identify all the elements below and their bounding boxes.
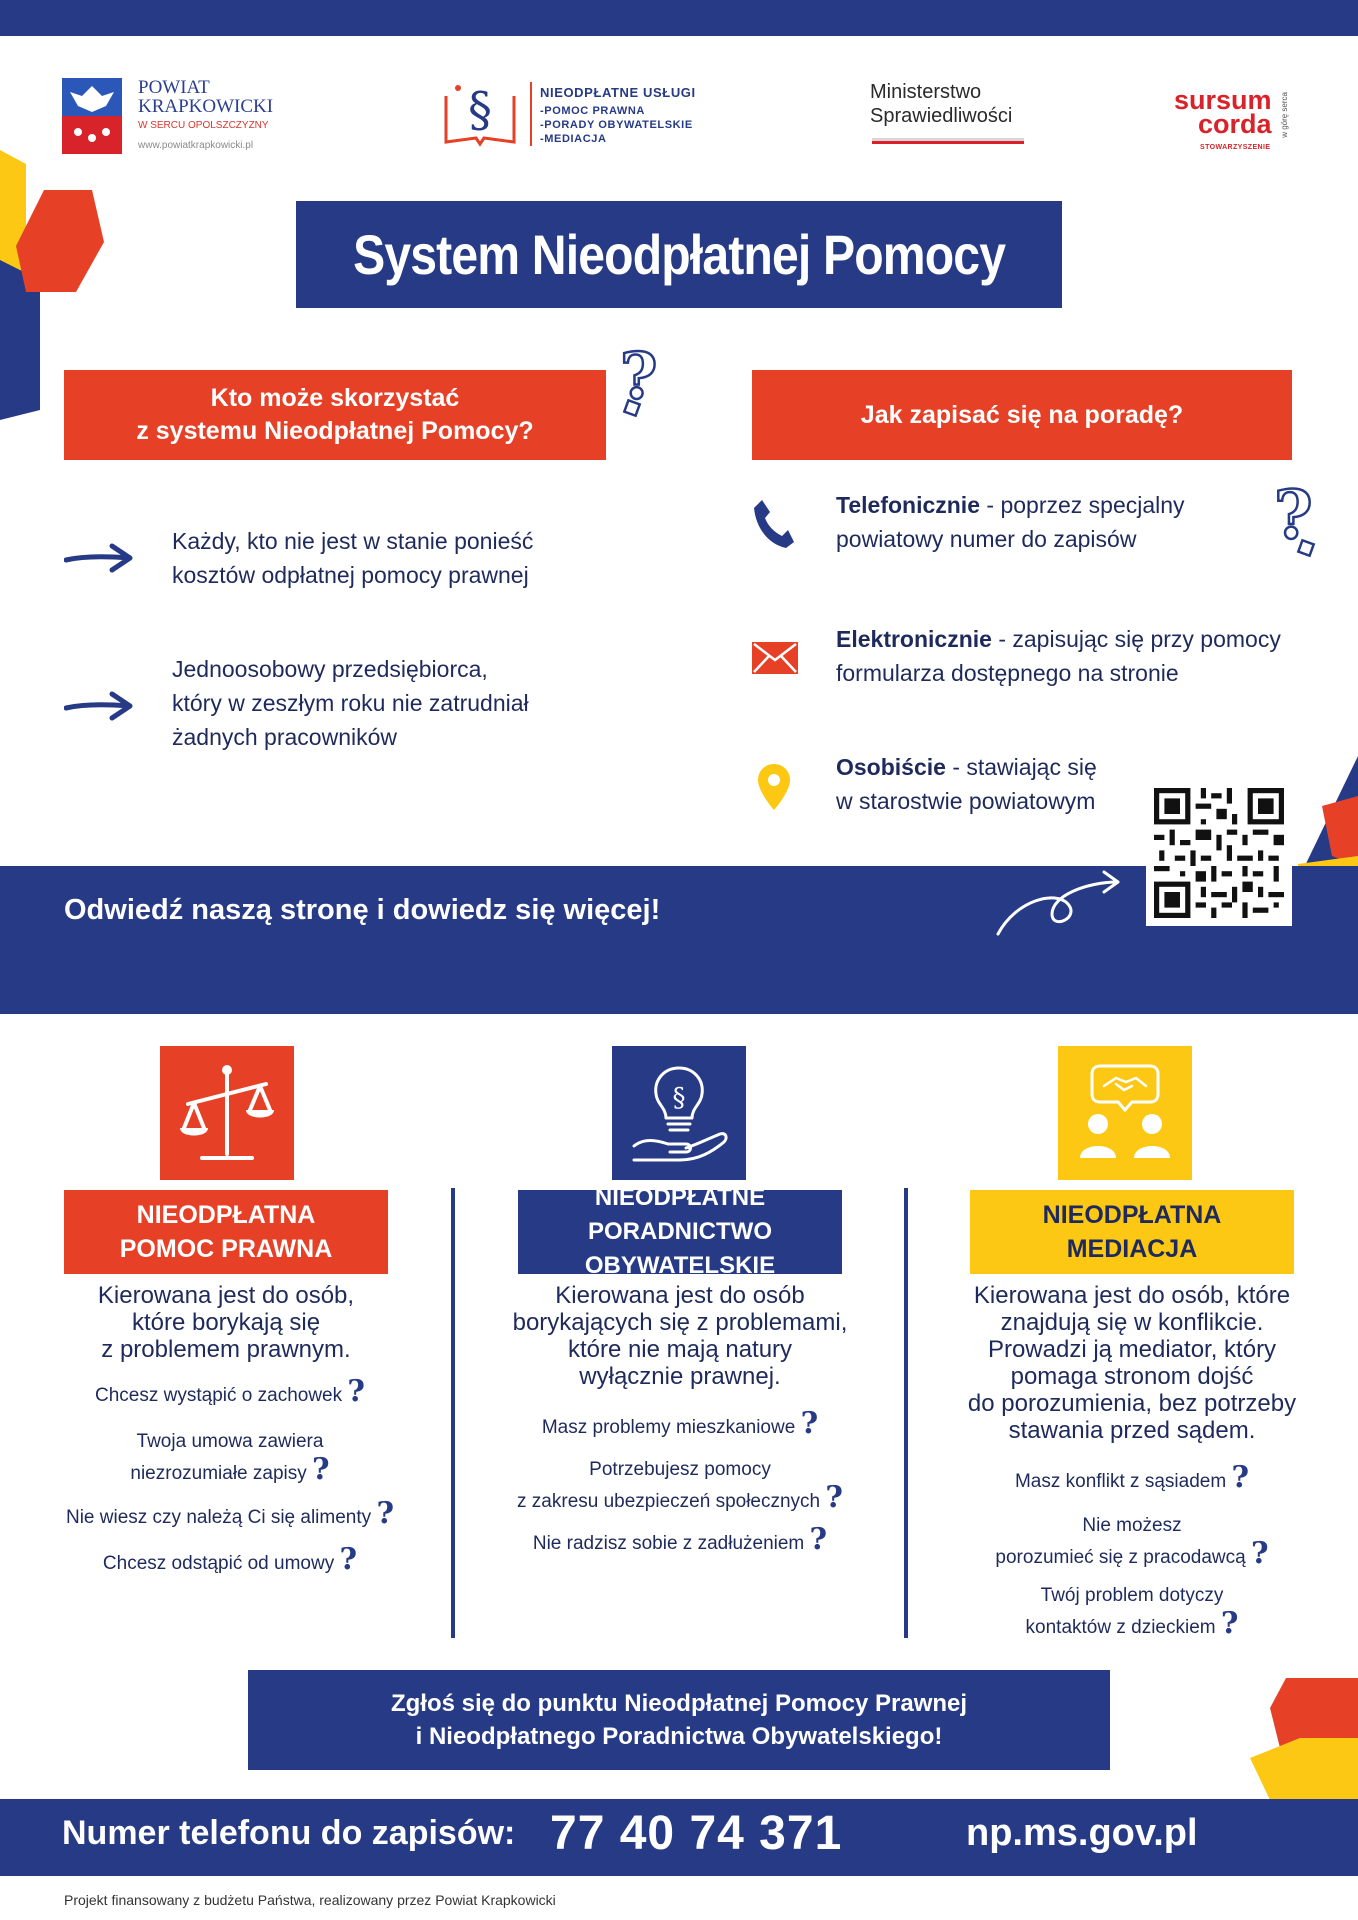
how-item-phone	[836, 488, 1266, 556]
lightbulb-hand-icon	[624, 1058, 734, 1168]
card2-desc-line2: borykających się z problemami,	[512, 1309, 848, 1336]
powiat-website: www.powiatkrapkowicki.pl	[138, 140, 254, 151]
svg-text:?: ?	[1274, 478, 1313, 554]
nu-line2: -POMOC PRAWNA	[540, 105, 645, 117]
question-mark-icon: ?	[800, 1406, 819, 1441]
card1-question-1	[40, 1374, 420, 1410]
nu-line1: NIEODPŁATNE USŁUGI	[540, 85, 696, 100]
svg-text:§: §	[468, 82, 492, 138]
call-to-action-banner	[248, 1670, 1110, 1770]
card3-desc-line2: znajdują się w konflikcie.	[1000, 1309, 1264, 1336]
card3-q3-line2: kontaktów z dzieckiem	[1025, 1617, 1216, 1638]
ms-red-stripe	[872, 141, 1024, 144]
top-bar	[0, 0, 1358, 36]
card1-question-4	[40, 1542, 420, 1578]
powiat-tagline: W SERCU OPOLSZCZYZNY	[138, 120, 269, 131]
card1-desc-line2: które borykają się	[131, 1309, 321, 1336]
arrow-right-icon	[64, 686, 134, 726]
cta-line2: i Nieodpłatnego Poradnictwa Obywatelskiego!	[415, 1723, 943, 1750]
card1-q3-text: Nie wiesz czy należą Ci się alimenty	[65, 1507, 372, 1528]
who-item-1-line1: Każdy, kto nie jest w stanie ponieść	[172, 528, 534, 554]
ministerstwo-logo	[870, 80, 1026, 150]
who-heading-line1: Kto może skorzystać	[210, 384, 460, 412]
title-banner	[296, 201, 1062, 308]
card3-desc-line5: do porozumienia, bez potrzeby	[967, 1390, 1297, 1417]
how-inperson-line2: w starostwie powiatowym	[836, 788, 1096, 814]
card2-desc-line4: wyłącznie prawnej.	[579, 1363, 781, 1390]
card2-q2-line1: Potrzebujesz pomocy	[589, 1459, 771, 1480]
card3-q1-text: Masz konflikt z sąsiadem	[1014, 1471, 1227, 1492]
card1-q2-line2: niezrozumiałe zapisy	[130, 1463, 307, 1484]
swirl-arrow-icon	[996, 870, 1122, 940]
who-item-2-line2: który w zeszłym roku nie zatrudniał	[172, 690, 529, 716]
card3-question-1	[940, 1460, 1324, 1496]
location-pin-icon	[758, 764, 790, 810]
bottom-right-decoration	[1240, 1678, 1358, 1800]
column-divider	[451, 1188, 455, 1638]
who-item-2-line3: żadnych pracowników	[172, 724, 398, 750]
powiat-line1: POWIAT	[138, 77, 210, 98]
sc-side: w górę serca	[1280, 92, 1289, 138]
how-inperson-bold: Osobiście	[836, 754, 946, 780]
who-heading	[64, 370, 606, 460]
card3-desc-line1: Kierowana jest do osób, które	[973, 1282, 1291, 1309]
sursum-corda-logo	[1172, 86, 1296, 158]
card2-q3-text: Nie radzisz sobie z zadłużeniem	[532, 1533, 805, 1554]
card2-label	[518, 1184, 842, 1279]
who-item-1-line2: kosztów odpłatnej pomocy prawnej	[172, 562, 529, 588]
card2-question-1	[488, 1406, 872, 1442]
card1-question-2	[40, 1428, 420, 1488]
how-inperson-rest: - stawiając się	[945, 754, 1097, 780]
question-mark-icon: ?	[376, 1496, 395, 1531]
ms-line2: Sprawiedliwości	[870, 105, 1013, 127]
phone-number[interactable]: 77 40 74 371	[550, 1807, 843, 1860]
card2-desc-line1: Kierowana jest do osób	[555, 1282, 805, 1309]
phone-label: Numer telefonu do zapisów:	[62, 1814, 516, 1852]
card1-label	[64, 1190, 388, 1274]
who-item-2-line1: Jednoosobowy przedsiębiorca,	[172, 656, 488, 682]
question-mark-icon: ?	[1231, 1460, 1250, 1495]
powiat-crest-icon	[62, 78, 122, 154]
how-item-email	[836, 622, 1316, 690]
card1-label-line2: POMOC PRAWNA	[119, 1235, 333, 1263]
how-email-bold: Elektronicznie	[836, 626, 992, 652]
cta-line1: Zgłoś się do punktu Nieodpłatnej Pomocy Prawnej	[390, 1690, 968, 1717]
mediation-icon	[1070, 1058, 1180, 1168]
card1-icon-box	[160, 1046, 294, 1180]
question-mark-icon: ?	[1220, 1606, 1239, 1641]
card3-desc-line6: stawania przed sądem.	[1008, 1417, 1256, 1444]
question-mark-icon: ?	[809, 1522, 828, 1557]
sc-line1: sursum	[1174, 85, 1272, 115]
svg-text:?: ?	[620, 340, 658, 414]
how-phone-bold: Telefonicznie	[836, 492, 980, 518]
book-paragraph-icon	[442, 76, 518, 152]
who-item-2	[172, 652, 602, 754]
card3-description	[940, 1282, 1324, 1444]
sc-line3: STOWARZYSZENIE	[1200, 144, 1271, 151]
card2-icon-box	[612, 1046, 746, 1180]
card1-question-3	[40, 1496, 420, 1532]
how-phone-rest: - poprzez specjalny	[980, 492, 1185, 518]
phone-icon	[752, 498, 794, 548]
nu-line4: -MEDIACJA	[540, 133, 607, 145]
card1-description	[64, 1282, 388, 1363]
card3-q2-line1: Nie możesz	[1082, 1515, 1182, 1536]
card2-label-line1: NIEODPŁATNE	[594, 1184, 766, 1211]
card1-q4-text: Chcesz odstąpić od umowy	[102, 1553, 335, 1574]
arrow-right-icon	[64, 538, 134, 578]
powiat-logo	[62, 78, 302, 158]
card2-desc-line3: które nie mają natury	[567, 1336, 793, 1363]
how-heading-text: Jak zapisać się na poradę?	[860, 400, 1184, 429]
question-mark-icon: ?	[312, 1452, 330, 1487]
funding-note: Projekt finansowany z budżetu Państwa, realizowany przez Powiat Krapkowicki	[64, 1892, 556, 1908]
card3-desc-line3: Prowadzi ją mediator, który	[987, 1336, 1277, 1363]
logo-divider	[530, 82, 532, 146]
card2-question-2	[488, 1456, 872, 1516]
card3-label-line2: MEDIACJA	[1066, 1235, 1198, 1263]
card3-question-2	[940, 1512, 1324, 1572]
nieodplatne-uslugi-logo	[442, 76, 742, 156]
qr-code-icon	[1154, 788, 1284, 918]
question-mark-icon: ?	[825, 1480, 843, 1515]
card3-question-3	[940, 1582, 1324, 1642]
qr-code[interactable]	[1146, 780, 1292, 926]
card2-q2-line2: z zakresu ubezpieczeń społecznych	[517, 1491, 821, 1512]
card3-label	[970, 1190, 1294, 1274]
powiat-line2: KRAPKOWICKI	[138, 96, 274, 117]
website-link[interactable]: np.ms.gov.pl	[966, 1812, 1198, 1854]
card3-q2-line2: porozumieć się z pracodawcą	[995, 1547, 1246, 1568]
card1-label-line1: NIEODPŁATNA	[136, 1201, 316, 1229]
card2-label-line2: PORADNICTWO OBYWATELSKIE	[584, 1218, 776, 1279]
how-phone-line2: powiatowy numer do zapisów	[836, 526, 1137, 552]
page-title: System Nieodpłatnej Pomocy	[352, 223, 1006, 286]
card1-desc-line3: z problemem prawnym.	[101, 1336, 351, 1363]
card3-desc-line4: pomaga stronom dojść	[1010, 1363, 1254, 1390]
scales-icon	[172, 1058, 282, 1168]
website-band-text: Odwiedź naszą stronę i dowiedz się więcej!	[64, 894, 661, 926]
card1-desc-line1: Kierowana jest do osób,	[97, 1282, 355, 1309]
question-mark-icon: ?	[339, 1542, 358, 1577]
question-mark-icon	[616, 340, 672, 420]
card3-icon-box	[1058, 1046, 1192, 1180]
card3-label-line1: NIEODPŁATNA	[1042, 1201, 1222, 1229]
question-mark-icon	[1272, 478, 1328, 562]
who-heading-line2: z systemu Nieodpłatnej Pomocy?	[136, 417, 534, 445]
how-email-line2: formularza dostępnego na stronie	[836, 660, 1179, 686]
who-item-1	[172, 524, 602, 592]
ms-line1: Ministerstwo	[870, 81, 982, 103]
nu-line3: -PORADY OBYWATELSKIE	[540, 119, 693, 131]
card2-question-3	[488, 1522, 872, 1558]
how-email-rest: - zapisując się przy pomocy	[991, 626, 1281, 652]
card3-q3-line1: Twój problem dotyczy	[1040, 1585, 1224, 1606]
question-mark-icon: ?	[347, 1374, 365, 1409]
column-divider	[904, 1188, 908, 1638]
card1-q2-line1: Twoja umowa zawiera	[136, 1431, 324, 1452]
card2-q1-text: Masz problemy mieszkaniowe	[541, 1417, 796, 1438]
sc-line2: corda	[1198, 109, 1272, 139]
card2-description	[488, 1282, 872, 1390]
how-heading	[752, 370, 1292, 460]
svg-text:§: §	[672, 1083, 686, 1113]
question-mark-icon: ?	[1251, 1536, 1269, 1571]
envelope-icon	[752, 642, 798, 674]
card1-q1-text: Chcesz wystąpić o zachowek	[95, 1385, 343, 1406]
how-item-inperson	[836, 750, 1166, 818]
